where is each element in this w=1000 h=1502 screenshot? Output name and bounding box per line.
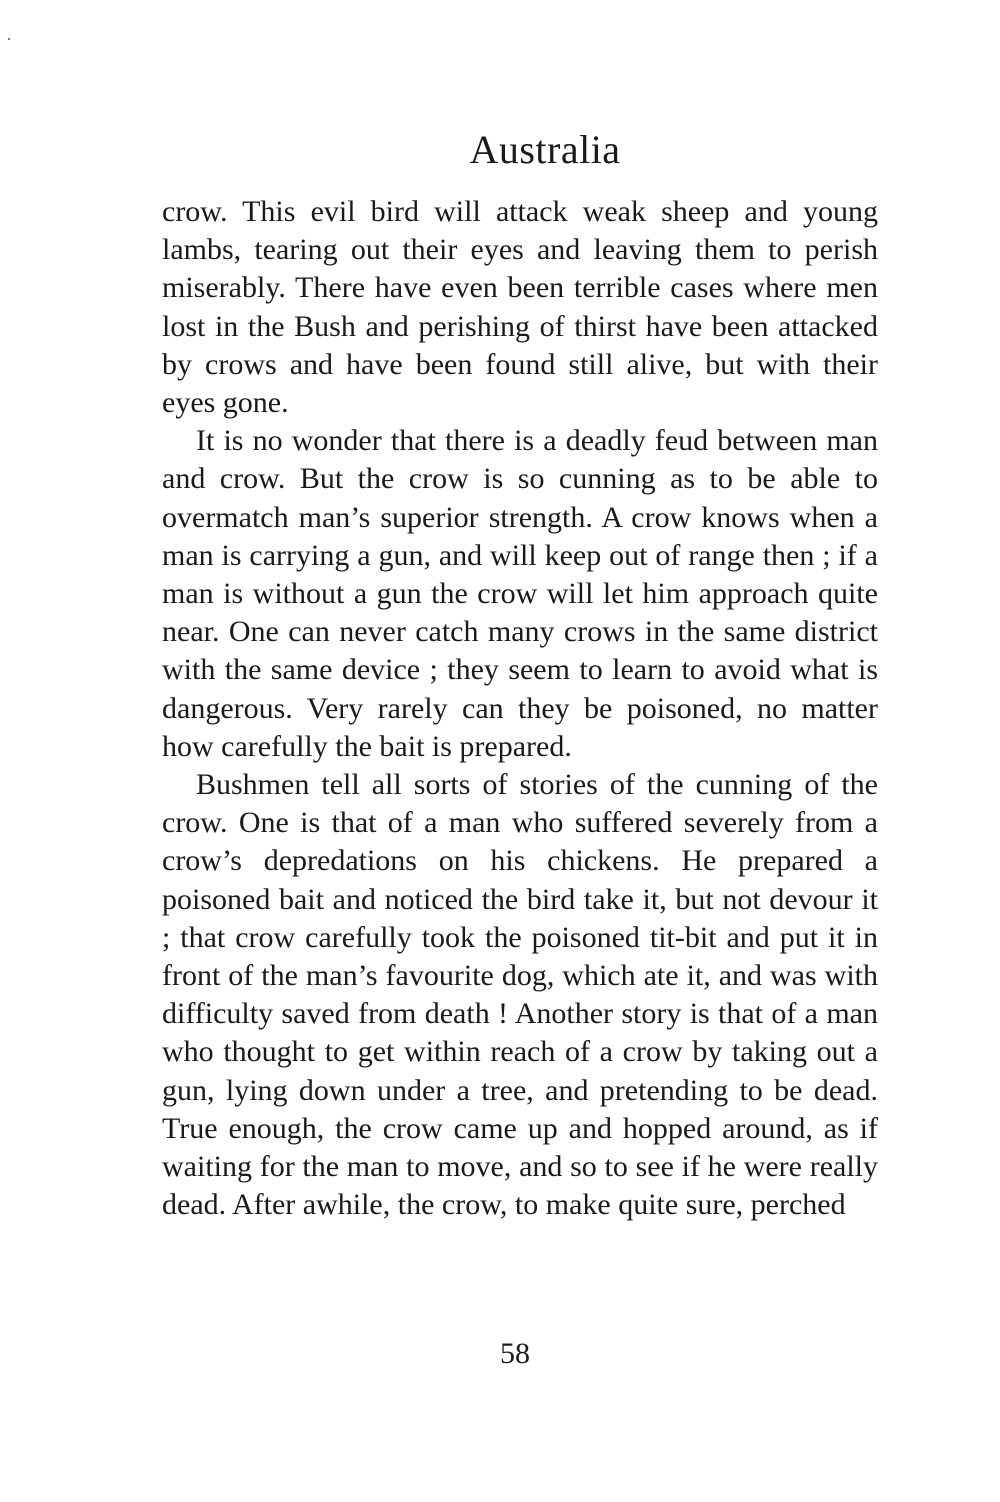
running-head-title: Australia <box>469 127 621 172</box>
scan-speck <box>8 38 10 40</box>
page-number: 58 <box>500 1337 530 1370</box>
paragraph-2: It is no wonder that there is a deadly feud between man and crow. But the crow is so cunning as to be able to overmatch man’s superior strength. A crow knows when a man is carrying a gun, and will keep out of range then ; if a man is without a gun the crow will let him approach quite near. One can never catch many crows in the same district with the same device ; they seem to learn to avoid what is dangerous. Very rarely can they be poisoned, no matter how carefully the bait is prepared. <box>162 424 878 763</box>
paragraph-1: crow. This evil bird will attack weak sheep and young lambs, tearing out their eyes and leaving them to perish miserably. There have even been terrible cases where men lost in the Bush and perishing of thirst have been attacked by crows and have been found still alive, but with their eyes gone. <box>162 195 878 420</box>
body-text <box>162 193 878 1224</box>
paragraph-3: Bushmen tell all sorts of stories of the cunning of the crow. One is that of a man who suffered severely from a crow’s depredations on his chickens. He prepared a poisoned bait and noticed the bird take it, but not devour it ; that crow carefully took the poisoned tit-bit and put it in front of the man’s favourite dog, which ate it, and was with difficulty saved from death ! Another story is that of a man who thought to get within reach of a crow by taking out a gun, lying down under a tree, and pretending to be dead. True enough, the crow came up and hopped around, as if waiting for the man to move, and so to see if he were really dead. After awhile, the crow, to make quite sure, perched <box>162 768 878 1222</box>
